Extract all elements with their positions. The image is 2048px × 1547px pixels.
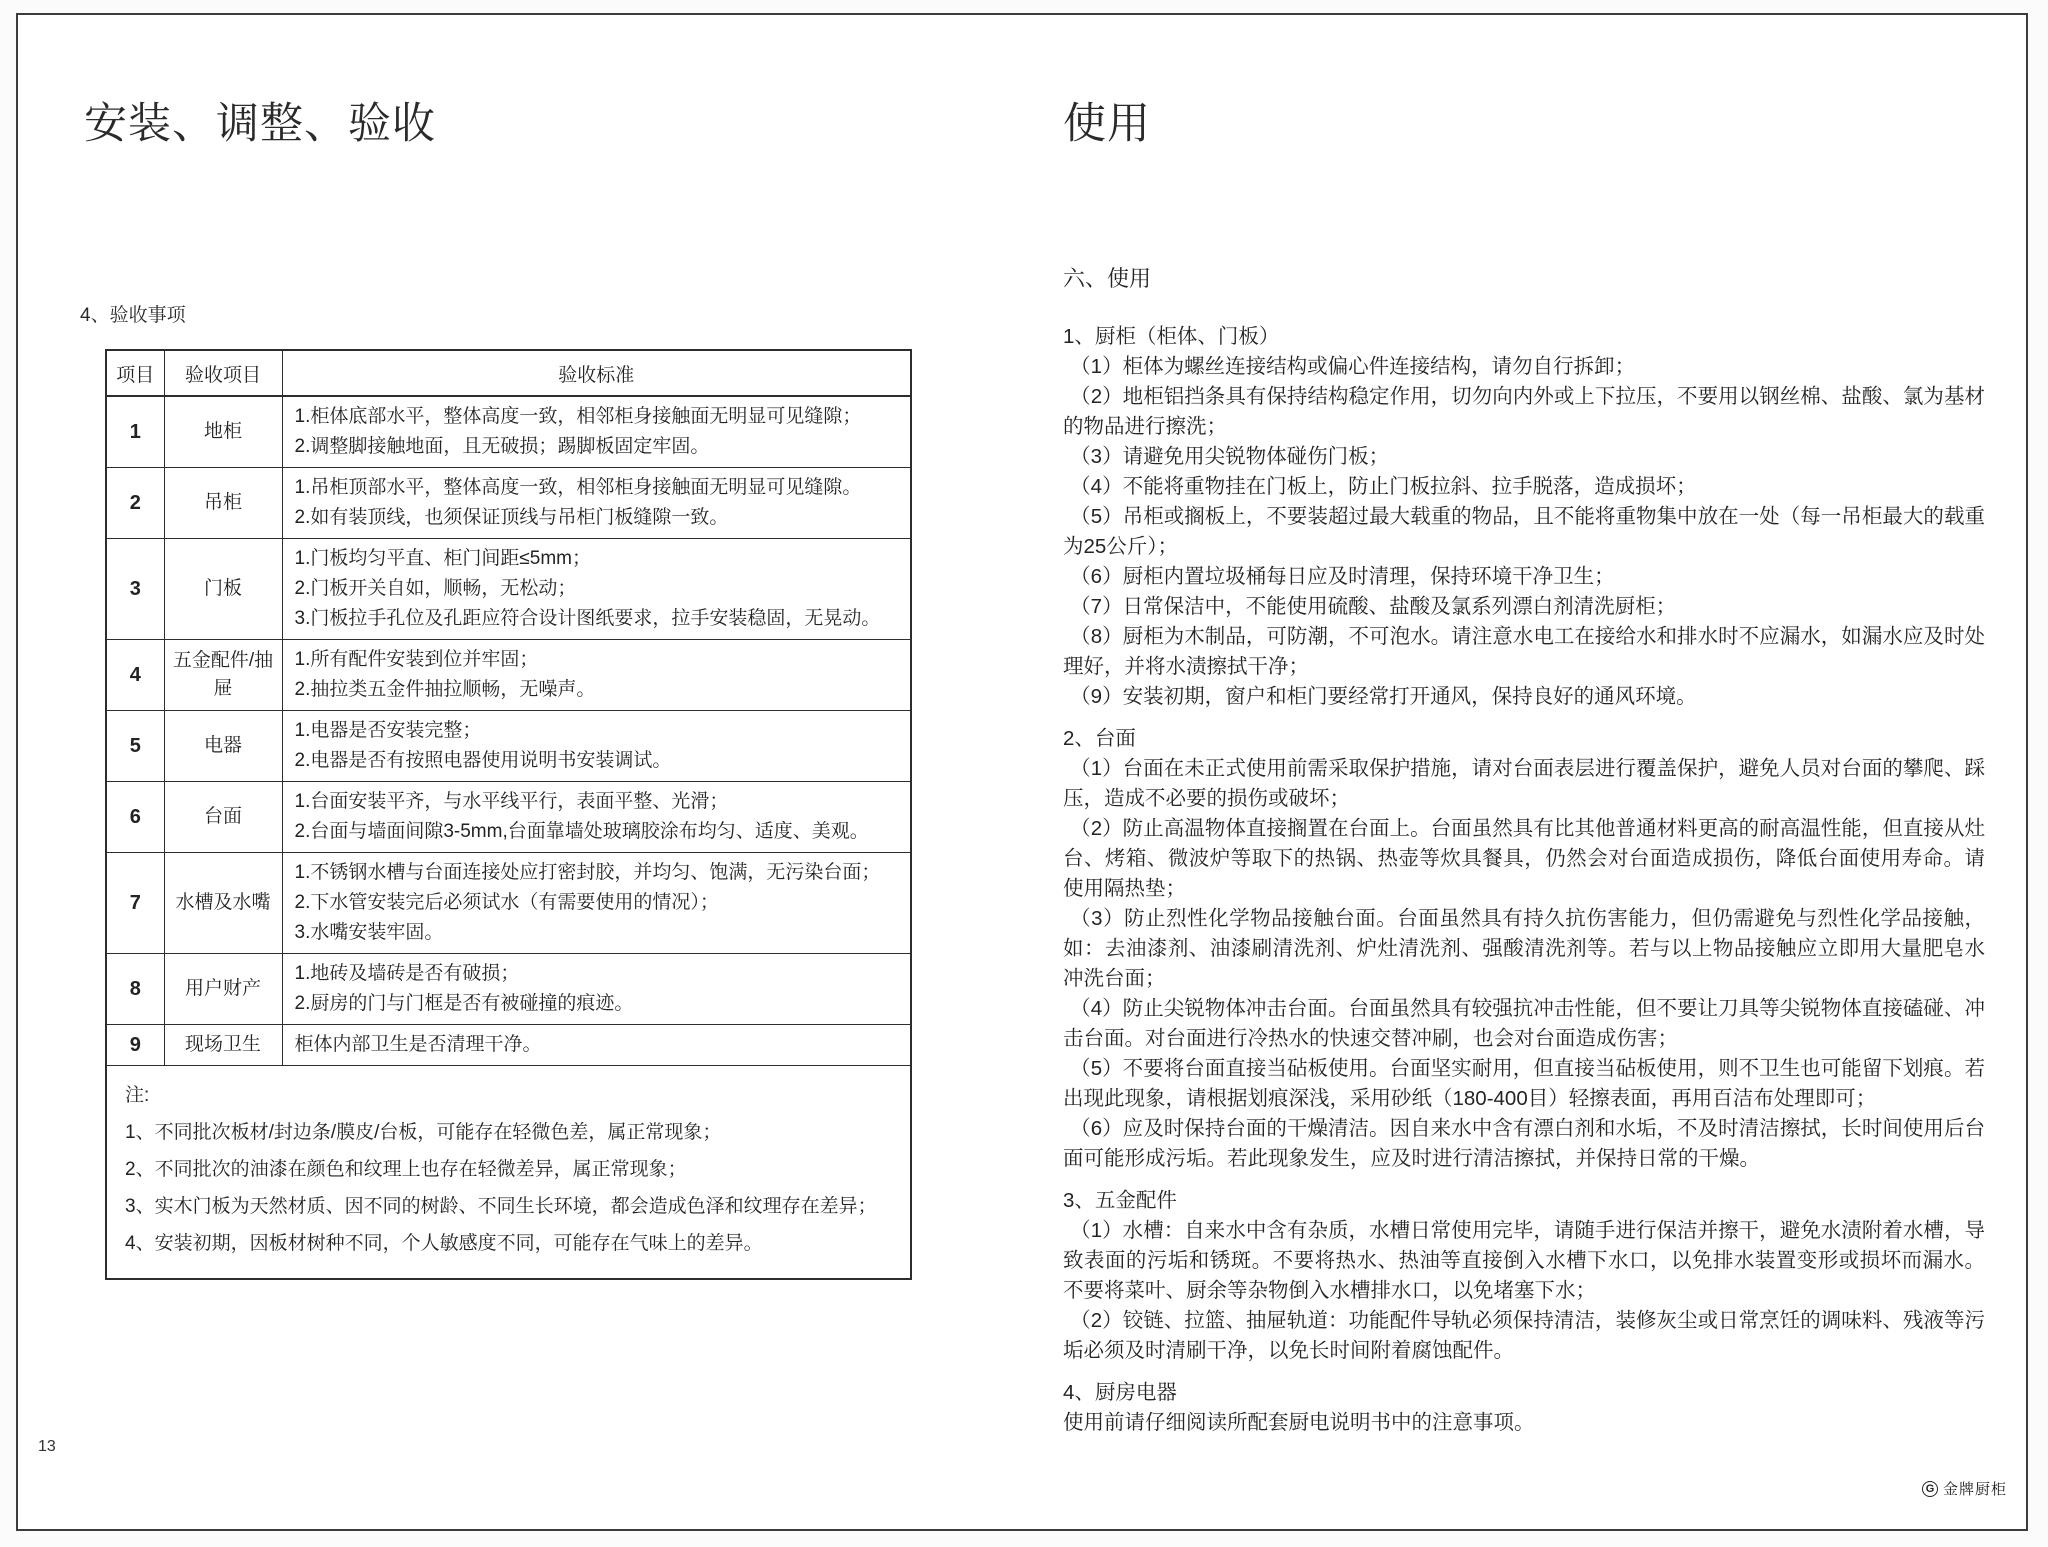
table-row xyxy=(106,640,911,711)
header-cell-item-name: 验收项目 xyxy=(164,350,282,396)
subsection-heading-appliances: 4、厨房电器 xyxy=(1063,1381,1177,1404)
header-cell-item-no: 项目 xyxy=(106,350,164,396)
table-notes-row xyxy=(106,1066,911,1280)
usage-paragraph: （4）不能将重物挂在门板上，防止门板拉斜、拉手脱落，造成损坏； xyxy=(1070,475,1697,498)
row-no: 3 xyxy=(106,539,164,640)
row-no: 5 xyxy=(106,711,164,782)
row-item: 台面 xyxy=(164,782,282,853)
standard-line: 1.电器是否安装完整； xyxy=(294,720,482,741)
row-item: 水槽及水嘴 xyxy=(164,853,282,954)
header-cell-standard: 验收标准 xyxy=(282,350,911,396)
standard-line: 1.吊柜顶部水平，整体高度一致，相邻柜身接触面无明显可见缝隙。 xyxy=(294,477,862,498)
usage-paragraph: （5）吊柜或搁板上，不要装超过最大载重的物品，且不能将重物集中放在一处（每一吊柜最大的载重为25公斤）； xyxy=(1063,505,1985,558)
table-row xyxy=(106,539,911,640)
row-item: 用户财产 xyxy=(164,954,282,1025)
acceptance-table xyxy=(105,349,912,1280)
row-item: 地柜 xyxy=(164,396,282,468)
table-row xyxy=(106,468,911,539)
notes-label: 注: xyxy=(125,1085,150,1106)
usage-paragraph: （7）日常保洁中，不能使用硫酸、盐酸及氯系列漂白剂清洗厨柜； xyxy=(1070,595,1677,618)
table-notes-cell xyxy=(106,1066,911,1280)
row-item: 五金配件/抽屉 xyxy=(164,640,282,711)
row-no: 8 xyxy=(106,954,164,1025)
note-line: 3、实木门板为天然材质、因不同的树龄、不同生长环境，都会造成色泽和纹理存在差异； xyxy=(125,1196,877,1217)
usage-paragraph: （2）地柜铝挡条具有保持结构稳定作用，切勿向内外或上下拉压，不要用以钢丝棉、盐酸、氯为基材的物品进行擦洗； xyxy=(1063,385,1985,438)
row-standard xyxy=(282,1025,911,1066)
standard-line: 2.抽拉类五金件抽拉顺畅，无噪声。 xyxy=(294,679,596,700)
brand-name: 金牌厨柜 xyxy=(1943,1481,2008,1498)
usage-paragraph: （6）厨柜内置垃圾桶每日应及时清理，保持环境干净卫生； xyxy=(1070,565,1615,588)
row-item: 门板 xyxy=(164,539,282,640)
row-no: 6 xyxy=(106,782,164,853)
acceptance-section-label: 4、验收事项 xyxy=(80,305,186,326)
usage-paragraph: （8）厨柜为木制品，可防潮，不可泡水。请注意水电工在接给水和排水时不应漏水，如漏水应及时处理好，并将水渍擦拭干净； xyxy=(1063,625,1985,678)
standard-line: 2.电器是否有按照电器使用说明书安装调试。 xyxy=(294,750,672,771)
row-no: 1 xyxy=(106,396,164,468)
standard-line: 2.调整脚接触地面，且无破损；踢脚板固定牢固。 xyxy=(294,436,710,457)
row-standard xyxy=(282,396,911,468)
usage-paragraph: （1）水槽：自来水中含有杂质，水槽日常使用完毕，请随手进行保洁并擦干，避免水渍附着水槽，导致表面的污垢和锈斑。不要将热水、热油等直接倒入水槽下水口，以免排水装置变形或损坏而漏水。不要将菜叶、厨余等杂物倒入水槽排水口，以免堵塞下水； xyxy=(1063,1219,1985,1302)
usage-paragraph: （2）铰链、拉篮、抽屉轨道：功能配件导轨必须保持清洁，装修灰尘或日常烹饪的调味料、残液等污垢必须及时清刷干净，以免长时间附着腐蚀配件。 xyxy=(1063,1309,1985,1362)
row-standard xyxy=(282,954,911,1025)
row-standard xyxy=(282,853,911,954)
standard-line: 1.台面安装平齐，与水平线平行，表面平整、光滑； xyxy=(294,791,729,812)
row-item: 吊柜 xyxy=(164,468,282,539)
row-no: 4 xyxy=(106,640,164,711)
standard-line: 1.所有配件安装到位并牢固； xyxy=(294,649,539,670)
table-row xyxy=(106,954,911,1025)
standard-line: 1.门板均匀平直、柜门间距≤5mm； xyxy=(294,548,591,569)
standard-line: 3.水嘴安装牢固。 xyxy=(294,922,444,943)
table-row xyxy=(106,853,911,954)
row-standard xyxy=(282,782,911,853)
standard-line: 1.地砖及墙砖是否有破损； xyxy=(294,963,520,984)
standard-line: 2.门板开关自如，顺畅，无松动； xyxy=(294,578,577,599)
row-standard xyxy=(282,468,911,539)
usage-paragraph: （1）柜体为螺丝连接结构或偏心件连接结构，请勿自行拆卸； xyxy=(1070,355,1636,378)
table-row xyxy=(106,782,911,853)
row-no: 7 xyxy=(106,853,164,954)
table-row xyxy=(106,1025,911,1066)
standard-line: 1.不锈钢水槽与台面连接处应打密封胶，并均匀、饱满，无污染台面； xyxy=(294,862,881,883)
standard-line: 柜体内部卫生是否清理干净。 xyxy=(294,1034,542,1055)
standard-line: 2.下水管安装完后必须试水（有需要使用的情况）； xyxy=(294,892,719,913)
standard-line: 2.厨房的门与门框是否有被碰撞的痕迹。 xyxy=(294,993,634,1014)
note-line: 1、不同批次板材/封边条/膜皮/台板，可能存在轻微色差，属正常现象； xyxy=(125,1122,722,1143)
left-page-title: 安装、调整、验收 xyxy=(84,100,436,148)
row-item: 现场卫生 xyxy=(164,1025,282,1066)
usage-paragraph: 使用前请仔细阅读所配套厨电说明书中的注意事项。 xyxy=(1063,1411,1535,1434)
table-row xyxy=(106,396,911,468)
subsection-heading-hardware: 3、五金配件 xyxy=(1063,1189,1177,1212)
usage-body xyxy=(1063,264,1985,1438)
note-line: 4、安装初期，因板材树种不同，个人敏感度不同，可能存在气味上的差异。 xyxy=(125,1233,763,1254)
row-no: 2 xyxy=(106,468,164,539)
standard-line: 1.柜体底部水平，整体高度一致，相邻柜身接触面无明显可见缝隙； xyxy=(294,406,862,427)
usage-paragraph: （4）防止尖锐物体冲击台面。台面虽然具有较强抗冲击性能，但不要让刀具等尖锐物体直接磕碰、冲击台面。对台面进行冷热水的快速交替冲刷，也会对台面造成伤害； xyxy=(1063,997,1985,1050)
row-no: 9 xyxy=(106,1025,164,1066)
usage-paragraph: （5）不要将台面直接当砧板使用。台面坚实耐用，但直接当砧板使用，则不卫生也可能留下划痕。若出现此现象，请根据划痕深浅，采用砂纸（180-400目）轻擦表面，再用百洁布处理即可； xyxy=(1063,1057,1985,1110)
brand-logo xyxy=(1922,1478,2007,1499)
right-page-title: 使用 xyxy=(1063,100,1151,148)
row-standard xyxy=(282,711,911,782)
row-item: 电器 xyxy=(164,711,282,782)
table-header-row xyxy=(106,350,911,396)
standard-line: 2.台面与墙面间隙3-5mm,台面靠墙处玻璃胶涂布均匀、适度、美观。 xyxy=(294,821,869,842)
usage-paragraph: （2）防止高温物体直接搁置在台面上。台面虽然具有比其他普通材料更高的耐高温性能，但直接从灶台、烤箱、微波炉等取下的热锅、热壶等炊具餐具，仍然会对台面造成损伤，降低台面使用寿命。请使用隔热垫； xyxy=(1063,817,1985,900)
note-line: 2、不同批次的油漆在颜色和纹理上也存在轻微差异，属正常现象； xyxy=(125,1159,687,1180)
standard-line: 2.如有装顶线，也须保证顶线与吊柜门板缝隙一致。 xyxy=(294,507,729,528)
usage-paragraph: （6）应及时保持台面的干燥清洁。因自来水中含有漂白剂和水垢，不及时清洁擦拭，长时间使用后台面可能形成污垢。若此现象发生，应及时进行清洁擦拭，并保持日常的干燥。 xyxy=(1063,1117,1985,1170)
page-number: 13 xyxy=(38,1438,56,1455)
subsection-heading-countertop: 2、台面 xyxy=(1063,727,1136,750)
standard-line: 3.门板拉手孔位及孔距应符合设计图纸要求，拉手安装稳固，无晃动。 xyxy=(294,608,881,629)
usage-paragraph: （1）台面在未正式使用前需采取保护措施，请对台面表层进行覆盖保护，避免人员对台面的攀爬、踩压，造成不必要的损伤或破坏； xyxy=(1063,757,1985,810)
usage-paragraph: （9）安装初期，窗户和柜门要经常打开通风，保持良好的通风环境。 xyxy=(1070,685,1697,708)
subsection-heading-cabinet: 1、厨柜（柜体、门板） xyxy=(1063,325,1280,348)
usage-paragraph: （3）防止烈性化学物品接触台面。台面虽然具有持久抗伤害能力，但仍需避免与烈性化学品接触，如：去油漆剂、油漆刷清洗剂、炉灶清洗剂、强酸清洗剂等。若与以上物品接触应立即用大量肥皂水冲洗台面； xyxy=(1063,907,1985,990)
brand-g-icon: G xyxy=(1922,1481,1938,1497)
table-row xyxy=(106,711,911,782)
row-standard xyxy=(282,539,911,640)
usage-section-heading: 六、使用 xyxy=(1063,266,1152,291)
row-standard xyxy=(282,640,911,711)
usage-paragraph: （3）请避免用尖锐物体碰伤门板； xyxy=(1070,445,1390,468)
